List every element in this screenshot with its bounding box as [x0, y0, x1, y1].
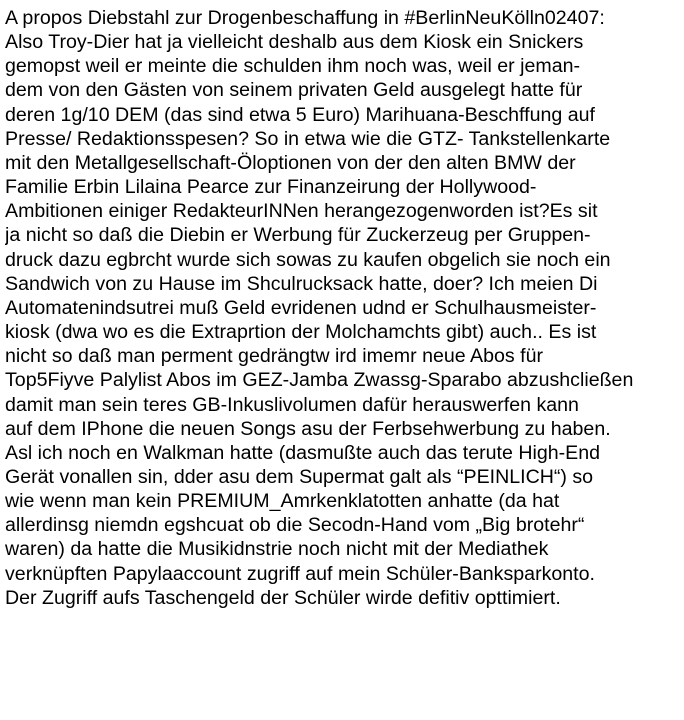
text-line-15: nicht so daß man perment gedrängtw ird imemr neue Abos für: [5, 345, 544, 368]
text-line-20: Gerät vonallen sin, dder asu dem Supermat galt als “PEINLICH“) so: [5, 465, 594, 488]
text-line-6: Presse/ Redaktionsspesen? So in etwa wie die GTZ- Tankstellenkarte: [5, 127, 611, 150]
text-line-8: Familie Erbin Lilaina Pearce zur Finanzeirung der Hollywood-: [5, 176, 537, 199]
text-line-21: wie wenn man kein PREMIUM_Amrkenklatotten anhatte (da hat: [5, 490, 560, 513]
text-line-9: Ambitionen einiger RedakteurINNen herangezogenworden ist?Es sit: [5, 200, 598, 223]
text-line-23: waren) da hatte die Musikidnstrie noch nicht mit der Mediathek: [5, 538, 549, 561]
text-line-11: druck dazu egbrcht wurde sich sowas zu kaufen obgelich sie noch ein: [5, 248, 611, 271]
text-line-17: damit man sein teres GB-Inkuslivolumen dafür herauswerfen kann: [5, 393, 579, 416]
text-line-19: Asl ich noch en Walkman hatte (dasmußte auch das terute High-End: [5, 441, 601, 464]
text-line-25: Der Zugriff aufs Taschengeld der Schüler wirde defitiv opttimiert.: [5, 586, 561, 609]
text-line-16: Top5Fiyve Palylist Abos im GEZ-Jamba Zwassg-Sparabo abzushcließen: [5, 369, 634, 392]
text-line-10: ja nicht so daß die Diebin er Werbung für Zuckerzeug per Gruppen-: [5, 224, 591, 247]
text-line-12: Sandwich von zu Hause im Shculrucksack hatte, doer? Ich meien Di: [5, 272, 598, 295]
document-text-block: [5, 6, 681, 610]
text-line-3: gemopst weil er meinte die schulden ihm noch was, weil er jeman-: [5, 55, 581, 78]
text-line-2: Also Troy-Dier hat ja vielleicht deshalb aus dem Kiosk ein Snickers: [5, 31, 584, 54]
text-line-5: deren 1g/10 DEM (das sind etwa 5 Euro) Marihuana-Beschffung auf: [5, 103, 595, 126]
text-line-13: Automatenindsutrei muß Geld evridenen udnd er Schulhausmeister-: [5, 296, 597, 319]
text-line-1: A propos Diebstahl zur Drogenbeschaffung in #BerlinNeuKölln02407:: [5, 7, 605, 29]
text-line-22: allerdinsg niemdn egshcuat ob die Secodn-Hand vom „Big brotehr“: [5, 514, 585, 537]
text-line-18: auf dem IPhone die neuen Songs asu der Ferbsehwerbung zu haben.: [5, 417, 611, 440]
text-line-14: kiosk (dwa wo es die Extraprtion der Molchamchts gibt) auch.. Es ist: [5, 321, 597, 344]
text-line-7: mit den Metallgesellschaft-Öloptionen von der den alten BMW der: [5, 151, 576, 174]
text-line-24: verknüpften Papylaaccount zugriff auf mein Schüler-Banksparkonto.: [5, 562, 595, 585]
text-line-4: dem von den Gästen von seinem privaten Geld ausgelegt hatte für: [5, 79, 583, 102]
